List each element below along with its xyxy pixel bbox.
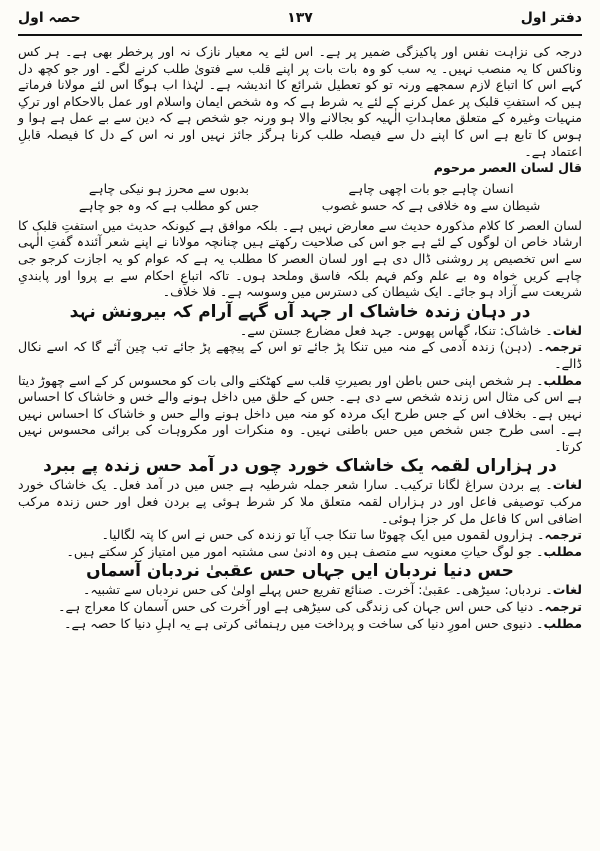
block-label: ترجمہ xyxy=(544,339,582,355)
header-book-title: دفتر اول xyxy=(520,10,582,26)
paragraph: درجہ کی نزاہت نفس اور پاکیزگی ضمیر پر ہے۔ اس لئے یہ معیار نازک نہ اور پرخطر بھی ہے۔ ہر کس وناکس کا یہ منصب نہیں۔ یہ سب کو وہ بات بات پر اپنے قلب سے فتویٰ طلب کرنے لگے۔ اور جو کچھ دل کہے اس کا اتباع لازم سمجھے ورنہ تو کو تعطیل شرائع کا اندیشہ ہے۔ لہٰذا اب ہوگا اس لئے مولانا فرماتے ہیں کہ استفتِ قلبک پر عمل کرنے کے لئے یہ شرط ہے کہ وہ شخص ایمان واسلام اور عمل بالاحکام اور ترکِ منہیات وغیرہ کے متعلق معاہداتِ الٰہیہ کو بجالانے والا ہو ورنہ جو شخص ہے کہ دین سے بے عمل ہے ہوا و ہوس کا تابع ہے اس کا اپنے دل سے فیصلہ طلب کرنا ہرگز جائز نہیں اور نہ اس کے دل کا فیصلہ قابلِ اعتماد ہے۔ xyxy=(18,44,582,159)
translation-block xyxy=(18,527,582,544)
quoted-verses xyxy=(18,180,582,214)
block-text: ۔ ہزاروں لقموں میں ایک چھوٹا سا تنکا جب آیا تو زندہ کی حس نے اس کا پتہ لگالیا۔ xyxy=(101,527,545,543)
block-label: ترجمہ xyxy=(544,527,582,543)
block-text: ۔ پے بردن سراغ لگانا ترکیب۔ سارا شعر جملہ شرطیہ ہے جس میں در آمد فعل۔ یک خاشاک خورد مرکب توصیفی فاعل اور در ہزاراں لقمہ متعلق ملا کر شرط ہوئی پے بردن فعل اور حس زندہ مرکب اضافی اس کا فاعل مل کر جزا ہوئی۔ xyxy=(18,477,582,526)
paragraph: لسان العصر کا کلام مذکورہ حدیث سے معارض نہیں ہے۔ بلکہ موافق ہے کیونکہ حدیث میں استفتِ قلبک کا ارشاد خاص ان لوگوں کے لئے ہے جو اس کی صلاحیت رکھتے ہیں چنانچہ مولانا نے اپنے شعر آئندہ گفتِ الٰہی سے اس تخصیص پر روشنی ڈال دی ہے اور لسان العصر کا مطلب یہ ہے کہ عوام کو یہ اجازت کرجو جی چاہے کریں خواہ وہ بے علم وکم فہم بلکہ فاسق وملحد ہوں۔ تاکہ اتباعِ احکام سے بے پروا اور پابندیِ شریعت سے آزاد ہو جائے۔ ایک شیطان کی دسترس میں وسوسہ ہے۔ فلا خلاف۔ xyxy=(18,217,582,300)
block-text: ۔ نردباں: سیڑھی۔ عقبیٰ: آخرت۔ صنائع تفریع حس پہلے اولیٰ کی حس نردباں سے تشبیہ۔ xyxy=(82,582,553,598)
block-label: لغات xyxy=(552,582,582,598)
block-text: ۔ جو لوگ حیاتِ معنویہ سے متصف ہیں وہ ادنیٰ سی مشتبہ امور میں امتیاز کر سکتے ہیں۔ xyxy=(66,543,544,559)
glossary-block xyxy=(18,323,582,340)
page-header xyxy=(18,8,582,36)
persian-verse: حس دنیا نردبان ایں جہاں حس عقبیٰ نردبان آسماں xyxy=(86,561,514,582)
hemistich: بدبوں سے محرز ہو نیکی چاہے xyxy=(88,180,250,196)
meaning-block xyxy=(18,544,582,561)
block-label: مطلب xyxy=(543,372,582,388)
block-label: ترجمہ xyxy=(544,599,582,615)
couplet xyxy=(18,197,582,214)
persian-verse: در ہزاراں لقمہ یک خاشاک خورد چوں در آمد حس زندہ پے ببرد xyxy=(43,456,557,477)
header-section: حصہ اول xyxy=(18,10,81,26)
glossary-block xyxy=(18,477,582,527)
translation-block xyxy=(18,599,582,616)
block-text: ۔ (دہن) زندہ آدمی کے منہ میں تنکا پڑ جائے تو اس کے پیچھے پڑ جائے تب چین آئے گا کہ اسے نکال ڈالے۔ xyxy=(18,339,582,371)
meaning-block xyxy=(18,616,582,633)
persian-verse: در دہان زندہ خاشاک ار جہد آں گہے آرام کہ بیرونش نہد xyxy=(69,301,531,322)
block-label: لغات xyxy=(552,477,582,493)
block-text: ۔ دنیوی حس امورِ دنیا کی ساخت و پرداخت میں رہنمائی کرتی ہے یہ اہلِ دنیا کا حصہ ہے۔ xyxy=(64,615,544,631)
meaning-block xyxy=(18,373,582,456)
page-body xyxy=(18,44,582,843)
block-label: لغات xyxy=(552,322,582,338)
block-text: ۔ خاشاک: تنکا، گھاس پھوس۔ جہد فعل مضارع جستن سے۔ xyxy=(239,322,553,338)
block-label: مطلب xyxy=(543,543,582,559)
hemistich: جس کو مطلب ہے کہ وہ جو چاہے xyxy=(78,197,260,213)
hemistich: شیطان سے وہ خلافی ہے کہ حسو غصوب xyxy=(321,197,541,213)
block-text: ۔ ہر شخص اپنی حس باطن اور بصیرتِ قلب سے کھٹکنے والی بات کو محسوس کر کے اسے چھوڑ دیتا ہے اس کی مثال اس زندہ شخص سے دی ہے۔ جس کے حلق میں داخل ہونے والے خس و خاشاک کا احساس نہیں ہے۔ بخلاف اس کے جس طرح ایک مردہ کو منہ میں داخل ہونے والے حس و خاشاک کا احساس نہیں ہے۔ اسی طرح جس شخص میں حس باطنی نہیں۔ وہ منکرات اور مکروہات کی برائی محسوس نہیں کرتا۔ xyxy=(18,372,582,454)
translation-block xyxy=(18,339,582,372)
hemistich: انسان چاہے جو بات اچھی چاہے xyxy=(348,180,514,196)
glossary-block xyxy=(18,582,582,599)
couplet xyxy=(18,180,582,197)
block-text: ۔ دنیا کی حس اس جہان کی زندگی کی سیڑھی ہے اور آخرت کی حس آسمان کا معراج ہے۔ xyxy=(58,599,545,615)
block-label: مطلب xyxy=(543,615,582,631)
quote-heading: قال لسان العصر مرحوم xyxy=(433,160,582,176)
page-number: ۱۳۷ xyxy=(287,10,313,26)
